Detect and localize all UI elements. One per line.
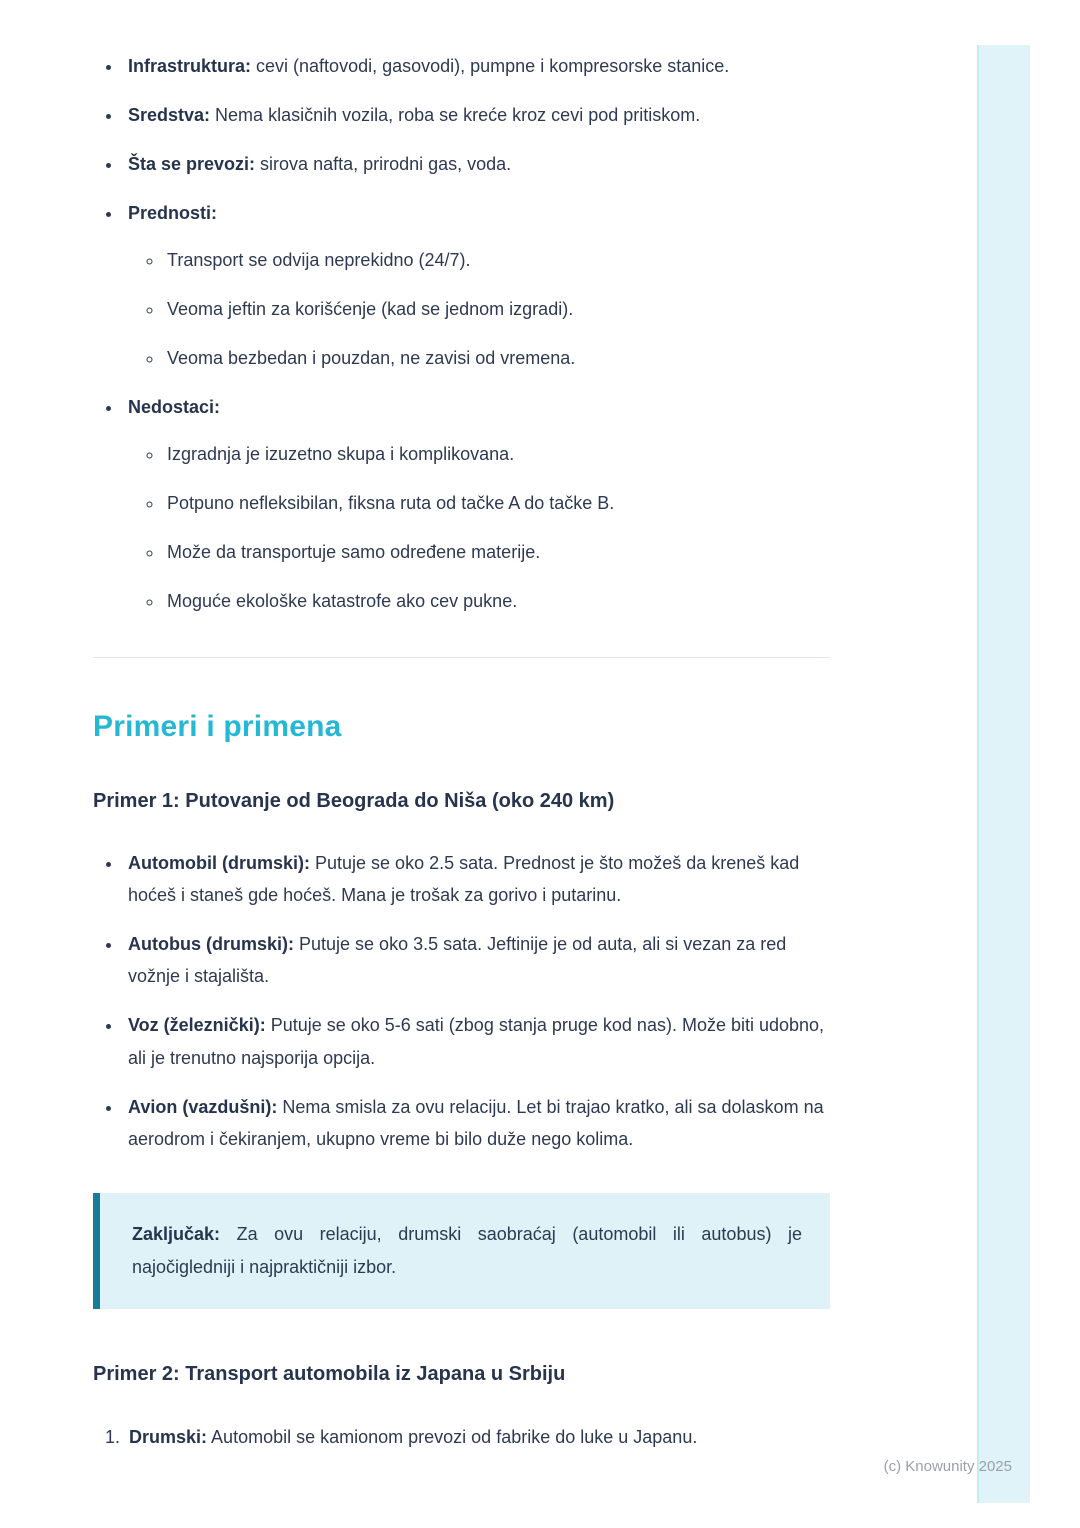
bullet-text: Nema klasičnih vozila, roba se kreće kroz cevi pod pritiskom. [210, 105, 701, 126]
example1-bullet-list [93, 847, 830, 1154]
callout-label: Zaključak: [132, 1223, 221, 1244]
callout-text: Za ovu relaciju, drumski saobraćaj (automobil ili autobus) je najočigledniji i najpraktičniji izbor. [132, 1223, 802, 1277]
callout-paragraph [132, 1218, 802, 1285]
sub-bullet-text: Izgradnja je izuzetno skupa i komplikovana. [167, 444, 515, 465]
bullet-label: Šta se prevozi: [128, 154, 256, 175]
bullet-label: Automobil (drumski): [128, 853, 310, 874]
bullet-text: cevi (naftovodi, gasovodi), pumpne i kompresorske stanice. [251, 56, 730, 76]
bullet-label: Infrastruktura: [128, 56, 252, 76]
side-stripe [977, 45, 1030, 1503]
sub-bullet-text: Transport se odvija neprekidno (24/7). [167, 250, 471, 271]
bullet-label: Prednosti: [128, 203, 218, 224]
sub-bullet-text: Veoma bezbedan i pouzdan, ne zavisi od vremena. [167, 348, 576, 369]
numbered-item-drumski [105, 1421, 830, 1453]
list-item-sredstva [123, 99, 830, 131]
sub-bullet-text: Potpuno nefleksibilan, fiksna ruta od tačke A do tačke B. [167, 493, 615, 514]
bullet-label: Avion (vazdušni): [128, 1096, 278, 1117]
sub-list-item [164, 438, 830, 470]
bullet-label: Voz (železnički): [128, 1015, 266, 1036]
section-divider [93, 657, 830, 658]
sub-list-item [164, 536, 830, 568]
example2-numbered-list [93, 1421, 830, 1453]
bullet-text: Putuje se oko 3.5 sata. Jeftinije je od auta, ali si vezan za red vožnje i stajališta. [128, 934, 787, 987]
sub-list-item [164, 293, 830, 325]
nedostaci-sub-list [128, 438, 830, 617]
sub-list-item [164, 585, 830, 617]
pipeline-bullet-list [93, 50, 830, 617]
sub-bullet-text: Veoma jeftin za korišćenje (kad se jednom izgradi). [167, 299, 574, 320]
bullet-label: Sredstva: [128, 105, 211, 126]
bullet-label: Nedostaci: [128, 397, 221, 418]
list-item-sta-se-prevozi [123, 148, 830, 180]
item-label: Drumski: [129, 1426, 208, 1447]
sub-list-item [164, 342, 830, 374]
item-number: 1. [105, 1426, 121, 1447]
bullet-text: Putuje se oko 5-6 sati (zbog stanja pruge kod nas). Može biti udobno, ali je trenutno najsporija opcija. [128, 1015, 825, 1068]
sub-bullet-text: Može da transportuje samo određene materije. [167, 542, 541, 563]
example2-heading: Primer 2: Transport automobila iz Japana u Srbiju [93, 1363, 566, 1386]
bullet-text: Nema smisla za ovu relaciju. Let bi trajao kratko, ali sa dolaskom na aerodrom i čekiranjem, ukupno vreme bi bilo duže nego kolima. [128, 1096, 824, 1149]
list-item-nedostaci [123, 391, 830, 617]
sub-list-item [164, 487, 830, 519]
sub-bullet-text: Moguće ekološke katastrofe ako cev pukne. [167, 591, 518, 612]
item-text: Automobil se kamionom prevozi od fabrike do luke u Japanu. [207, 1426, 698, 1447]
list-item-infrastruktura [123, 50, 830, 82]
copyright-footer: (c) Knowunity 2025 [883, 1458, 1012, 1475]
sub-list-item [164, 244, 830, 276]
list-item-automobil [123, 847, 830, 911]
list-item-prednosti [123, 197, 830, 374]
list-item-voz [123, 1009, 830, 1073]
bullet-text: sirova nafta, prirodni gas, voda. [255, 154, 512, 175]
list-item-autobus [123, 928, 830, 992]
section-title: Primeri i primena [93, 710, 342, 744]
list-item-avion [123, 1091, 830, 1155]
bullet-text: Putuje se oko 2.5 sata. Prednost je što možeš da kreneš kad hoćeš i staneš gde hoćeš. Mana je trošak za gorivo i putarinu. [128, 853, 800, 906]
prednosti-sub-list [128, 244, 830, 374]
conclusion-callout [93, 1193, 830, 1310]
bullet-label: Autobus (drumski): [128, 934, 294, 955]
example1-heading: Primer 1: Putovanje od Beograda do Niša (oko 240 km) [93, 789, 615, 812]
